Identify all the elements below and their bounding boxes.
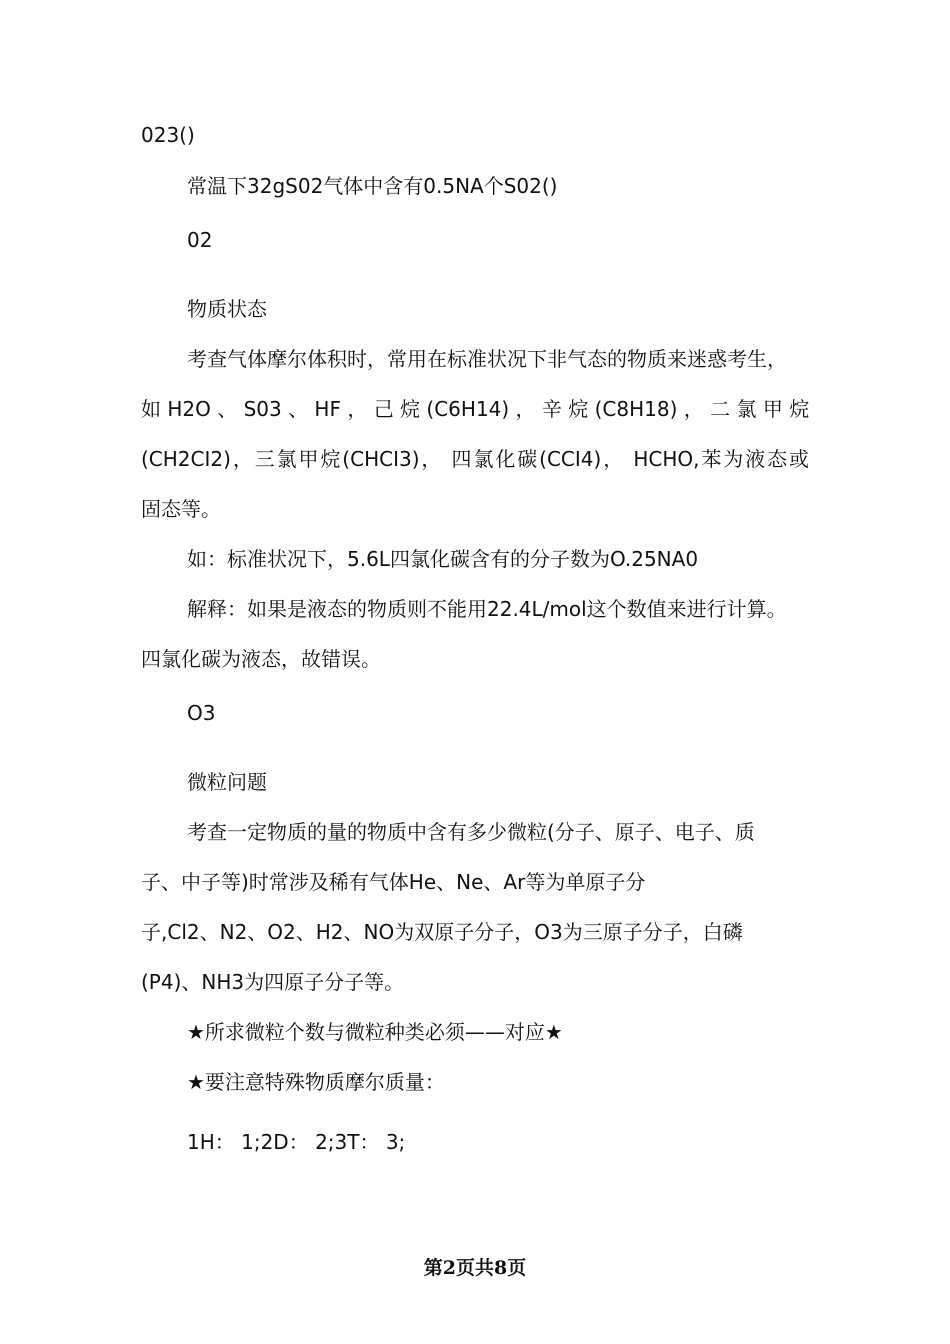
page-footer: 第2页共8页 <box>423 1257 527 1279</box>
section-heading-state: 物质状态 <box>187 297 267 321</box>
section-heading-particles: 微粒问题 <box>187 770 267 794</box>
text-line-7: (CH2CI2)，三氯甲烷(CHCI3)， 四氯化碳(CCI4)， HCHO,苯为液态或 <box>141 447 809 471</box>
text-line-14: 考查一定物质的量的物质中含有多少微粒(分子、原子、电子、质 <box>187 820 755 844</box>
text-line-5: 考查气体摩尔体积时，常用在标准状况下非气态的物质来迷惑考生， <box>187 347 787 371</box>
text-line-6: 如 H2O 、 S03 、 HF ， 己 烷 (C6H14) ， 辛 烷 (C8H18) ， 二 氯 甲 烷 <box>141 397 810 421</box>
text-line-15: 子、中子等)时常涉及稀有气体He、Ne、Ar等为单原子分 <box>141 870 646 894</box>
text-line-10: 解释：如果是液态的物质则不能用22.4L/mol这个数值来进行计算。 <box>187 597 787 621</box>
text-line-20: 1H： 1;2D： 2;3T： 3; <box>187 1130 406 1154</box>
text-line-17: (P4)、NH3为四原子分子等。 <box>141 970 405 994</box>
text-line-3: 02 <box>187 228 213 252</box>
text-line-16: 子,Cl2、N2、O2、H2、NO为双原子分子，O3为三原子分子，白磷 <box>141 920 743 944</box>
text-line-11: 四氯化碳为液态，故错误。 <box>141 647 381 671</box>
text-line-2: 常温下32gS02气体中含有0.5NA个S02() <box>187 174 558 198</box>
text-line-9: 如：标准状况下，5.6L四氯化碳含有的分子数为O.25NA0 <box>187 547 699 571</box>
text-line-12: O3 <box>187 701 216 725</box>
text-line-19: ★要注意特殊物质摩尔质量： <box>187 1070 445 1094</box>
text-line-8: 固态等。 <box>141 497 221 521</box>
text-line-18: ★所求微粒个数与微粒种类必须——对应★ <box>187 1020 563 1044</box>
text-line-1: 023() <box>141 123 195 147</box>
